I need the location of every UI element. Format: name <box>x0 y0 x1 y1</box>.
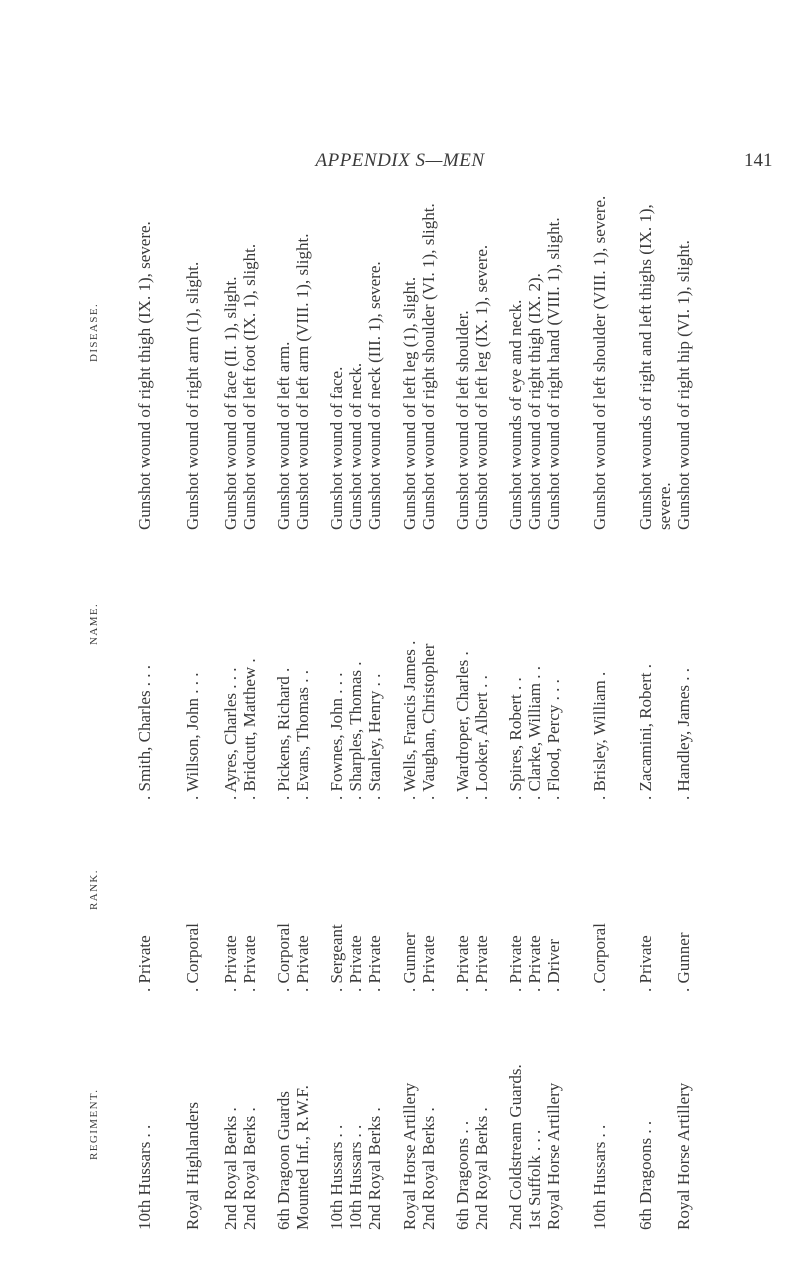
cell-name: . Handley, James . . <box>674 667 693 800</box>
cell-name: . Looker, Albert . . <box>472 675 491 800</box>
cell-rank: . Private <box>506 935 525 992</box>
cell-disease: Gunshot wound of left arm (VIII. 1), slight. <box>293 233 312 530</box>
cell-regiment: 10th Hussars . . <box>135 1124 154 1230</box>
cell-rank: . Sergeant <box>327 924 346 992</box>
cell-disease: Gunshot wound of right shoulder (VI. 1), slight. <box>419 203 438 530</box>
cell-disease: Gunshot wound of right arm (1), slight. <box>183 261 202 530</box>
cell-name: . Zacamini, Robert . <box>636 664 655 800</box>
column-header-disease: DISEASE. <box>88 302 100 362</box>
cell-disease: Gunshot wound of left shoulder. <box>453 310 472 530</box>
cell-regiment: 2nd Royal Berks . <box>221 1107 240 1230</box>
cell-rank: . Private <box>419 935 438 992</box>
cell-rank: . Private <box>365 935 384 992</box>
cell-name: . Flood, Percy . . . <box>544 679 563 800</box>
column-header-regiment: REGIMENT. <box>88 1088 100 1160</box>
cell-regiment: 2nd Royal Berks . <box>240 1107 259 1230</box>
cell-rank: . Private <box>525 935 544 992</box>
page-number: 141 <box>744 150 773 171</box>
cell-regiment: Royal Horse Artillery <box>400 1082 419 1230</box>
cell-name: . Brisley, William . <box>590 671 609 800</box>
cell-disease: Gunshot wound of right thigh (IX. 2). <box>525 273 544 530</box>
cell-name: . Pickens, Richard . <box>274 667 293 800</box>
cell-disease: Gunshot wound of left arm. <box>274 341 293 530</box>
cell-disease: Gunshot wounds of eye and neck. <box>506 299 525 530</box>
cell-regiment: 1st Suffolk . . . <box>525 1129 544 1230</box>
cell-rank: . Private <box>221 935 240 992</box>
cell-name: . Wells, Francis James . <box>400 640 419 800</box>
cell-rank: . Private <box>293 935 312 992</box>
cell-regiment: Royal Horse Artillery <box>674 1082 693 1230</box>
cell-rank: . Gunner <box>674 932 693 992</box>
cell-name: . Clarke, William . . <box>525 665 544 800</box>
cell-disease: Gunshot wound of left leg (1), slight. <box>400 276 419 530</box>
cell-rank: . Driver <box>544 939 563 992</box>
casualty-table <box>85 160 735 1230</box>
cell-disease: Gunshot wound of left leg (IX. 1), severe. <box>472 244 491 530</box>
cell-regiment: 2nd Coldstream Guards. <box>506 1064 525 1230</box>
cell-rank: . Private <box>346 935 365 992</box>
cell-name: . Sharples, Thomas . <box>346 661 365 800</box>
cell-regiment: 10th Hussars . . <box>346 1124 365 1230</box>
cell-rank: . Corporal <box>183 923 202 992</box>
cell-regiment: Royal Horse Artillery <box>544 1082 563 1230</box>
cell-name: . Willson, John . . . <box>183 672 202 800</box>
cell-name: . Vaughan, Christopher <box>419 643 438 800</box>
cell-regiment: 2nd Royal Berks . <box>365 1107 384 1230</box>
cell-rank: . Corporal <box>590 923 609 992</box>
cell-regiment: 2nd Royal Berks . <box>419 1107 438 1230</box>
cell-name: . Evans, Thomas . . <box>293 669 312 800</box>
cell-name: . Smith, Charles . . . <box>135 664 154 800</box>
cell-disease: Gunshot wound of neck (III. 1), severe. <box>365 261 384 530</box>
cell-disease: Gunshot wound of right thigh (IX. 1), severe. <box>135 221 154 530</box>
cell-name: . Fownes, John . . . <box>327 672 346 800</box>
cell-name: . Bridcutt, Matthew . <box>240 658 259 800</box>
running-head: APPENDIX S—MEN <box>315 150 485 171</box>
cell-regiment: Royal Highlanders <box>183 1102 202 1230</box>
cell-disease: Gunshot wound of left foot (IX. 1), slight. <box>240 243 259 530</box>
cell-disease: Gunshot wound of neck. <box>346 362 365 530</box>
cell-disease: Gunshot wound of right hand (VIII. 1), slight. <box>544 217 563 530</box>
cell-name: . Ayres, Charles . . . <box>221 667 240 800</box>
cell-rank: . Private <box>453 935 472 992</box>
cell-regiment: 6th Dragoon Guards <box>274 1091 293 1230</box>
cell-name: . Spires, Robert . . <box>506 677 525 800</box>
cell-disease: Gunshot wound of face (II. 1), slight. <box>221 276 240 530</box>
cell-disease: Gunshot wounds of right and left thighs (IX. 1), severe. <box>636 204 674 530</box>
cell-rank: . Private <box>135 935 154 992</box>
cell-name: . Wardroper, Charles . <box>453 651 472 800</box>
cell-rank: . Corporal <box>274 923 293 992</box>
cell-regiment: 10th Hussars . . <box>327 1124 346 1230</box>
cell-name: . Stanley, Henry . . <box>365 673 384 800</box>
column-header-rank: RANK. <box>88 869 100 910</box>
column-header-name: NAME. <box>88 602 100 645</box>
cell-regiment: 10th Hussars . . <box>590 1124 609 1230</box>
cell-regiment: 6th Dragoons . . <box>636 1120 655 1230</box>
cell-regiment: 6th Dragoons . . <box>453 1120 472 1230</box>
cell-regiment: Mounted Inf., R.W.F. <box>293 1085 312 1230</box>
cell-rank: . Private <box>636 935 655 992</box>
cell-rank: . Private <box>240 935 259 992</box>
cell-disease: Gunshot wound of left shoulder (VIII. 1), severe. <box>590 195 609 530</box>
cell-disease: Gunshot wound of right hip (VI. 1), slight. <box>674 240 693 530</box>
cell-rank: . Gunner <box>400 932 419 992</box>
cell-rank: . Private <box>472 935 491 992</box>
cell-disease: Gunshot wound of face. <box>327 366 346 530</box>
cell-regiment: 2nd Royal Berks . <box>472 1107 491 1230</box>
